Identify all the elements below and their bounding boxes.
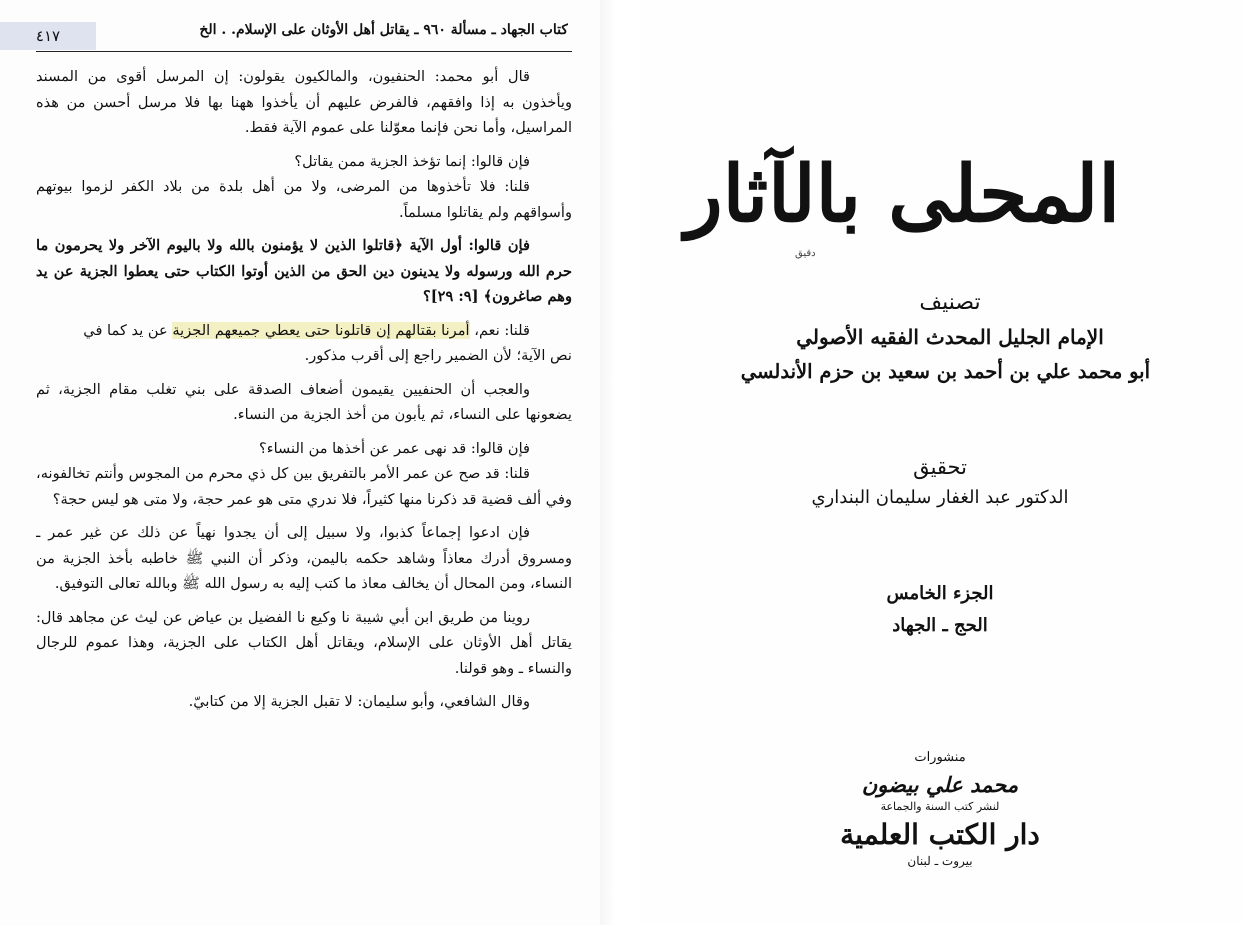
volume-topics: الحج ـ الجهاد	[892, 615, 988, 636]
publisher-house: دار الكتب العلمية	[840, 818, 1040, 851]
book-title: المحلى بالآثار	[684, 149, 1120, 240]
paragraph: فإن قالوا: إنما تؤخذ الجزية ممن يقاتل؟	[294, 152, 530, 170]
paragraph: وقال الشافعي، وأبو سليمان: لا تقبل الجزية إلا من كتابيّ.	[188, 693, 530, 710]
author-honorific: الإمام الجليل المحدث الفقيه الأصولي	[796, 325, 1104, 349]
title-page	[640, 0, 1242, 925]
author-name: أبو محمد علي بن أحمد بن سعيد بن حزم الأندلسي	[740, 360, 1150, 383]
text-run: قلنا: نعم،	[469, 321, 530, 339]
editor-label: تحقيق	[913, 455, 967, 479]
paragraph: قلنا: فلا تأخذوها من المرضى، ولا من أهل بلدة من بلاد الكفر لزموا بيوتهم وأسواقهم ولم يقاتلوا مسلماً.	[36, 178, 572, 221]
publisher-label: منشورات	[914, 750, 966, 765]
author-label: تصنيف	[919, 290, 981, 315]
editor-name: الدكتور عبد الغفار سليمان البنداري	[811, 487, 1069, 508]
paragraph-highlighted	[36, 318, 572, 344]
running-head: كتاب الجهاد ـ مسألة ٩٦٠ ـ يقاتل أهل الأوثان على الإسلام. . الخ	[199, 22, 568, 38]
page-number: ٤١٧	[0, 22, 96, 50]
publisher-slogan: لنشر كتب السنة والجماعة	[880, 800, 1000, 813]
publisher-city: بيروت ـ لبنان	[907, 854, 973, 868]
header-rule	[36, 51, 572, 52]
page-body	[36, 64, 572, 894]
paragraph: روينا من طريق ابن أبي شيبة نا وكيع نا الفضيل بن عياض عن ليث عن مجاهد قال: يقاتل أهل الأوثان على الإسلام، ويقاتل أهل الكتاب على الجزية، وهذا عموم للرجال والنساء ـ وهو قولنا.	[36, 608, 572, 677]
paragraph: والعجب أن الحنفيين يقيمون أضعاف الصدقة على بني تغلب مقام الجزية، ثم يضعونها على النساء، ثم يأبون من أخذ الجزية من النساء.	[36, 380, 572, 423]
publisher-name: محمد علي بيضون	[861, 772, 1019, 797]
paragraph: فإن قالوا: قد نهى عمر عن أخذها من النساء؟	[258, 439, 530, 457]
paragraph: نص الآية؛ لأن الضمير راجع إلى أقرب مذكور.	[304, 347, 572, 364]
highlighted-text: أمرنا بقتالهم إن قاتلونا حتى يعطي جميعهم الجزية	[172, 321, 470, 339]
title-ornament-mark: دقيق	[795, 248, 816, 259]
volume-label: الجزء الخامس	[886, 583, 994, 604]
text-run: عن يد كما في	[83, 321, 173, 339]
text-page	[0, 0, 600, 925]
page-gutter	[600, 0, 640, 925]
paragraph: قال أبو محمد: الحنفيون، والمالكيون يقولون: إن المرسل أقوى من المسند ويأخذون به إذا وافقهم، فالفرض عليهم أن يأخذوا ههنا بها فلا مرسل أحسن من هذه المراسيل، وأما نحن فإنما معوّلنا على عموم الآية فقط.	[36, 68, 572, 136]
paragraph-quran-verse: فإن قالوا: أول الآية ﴿قاتلوا الذين لا يؤمنون بالله ولا باليوم الآخر ولا يحرمون ما حرم الله ورسوله ولا يدينون دين الحق من الذين أوتوا الكتاب حتى يعطوا الجزية عن يد وهم صاغرون﴾ [٩: ٢٩]؟	[36, 237, 572, 305]
paragraph: فإن ادعوا إجماعاً كذبوا، ولا سبيل إلى أن يجدوا نهياً عن ذلك عن غير عمر ـ ومسروق أدرك معاذاً وشاهد حكمه باليمن، وذكر أن النبي ﷺ خاطبه بأخذ الجزية من النساء، ومن المحال أن يخالف معاذ ما كتب إليه به رسول الله ﷺ وبالله تعالى التوفيق.	[36, 524, 572, 592]
paragraph: قلنا: قد صح عن عمر الأمر بالتفريق بين كل ذي محرم من المجوس وأنتم تخالفونه، وفي ألف قضية قد ذكرنا منها كثيراً، فلا ندري متى هو عمر حجة، ولا متى هو ليس حجة؟	[36, 465, 572, 508]
